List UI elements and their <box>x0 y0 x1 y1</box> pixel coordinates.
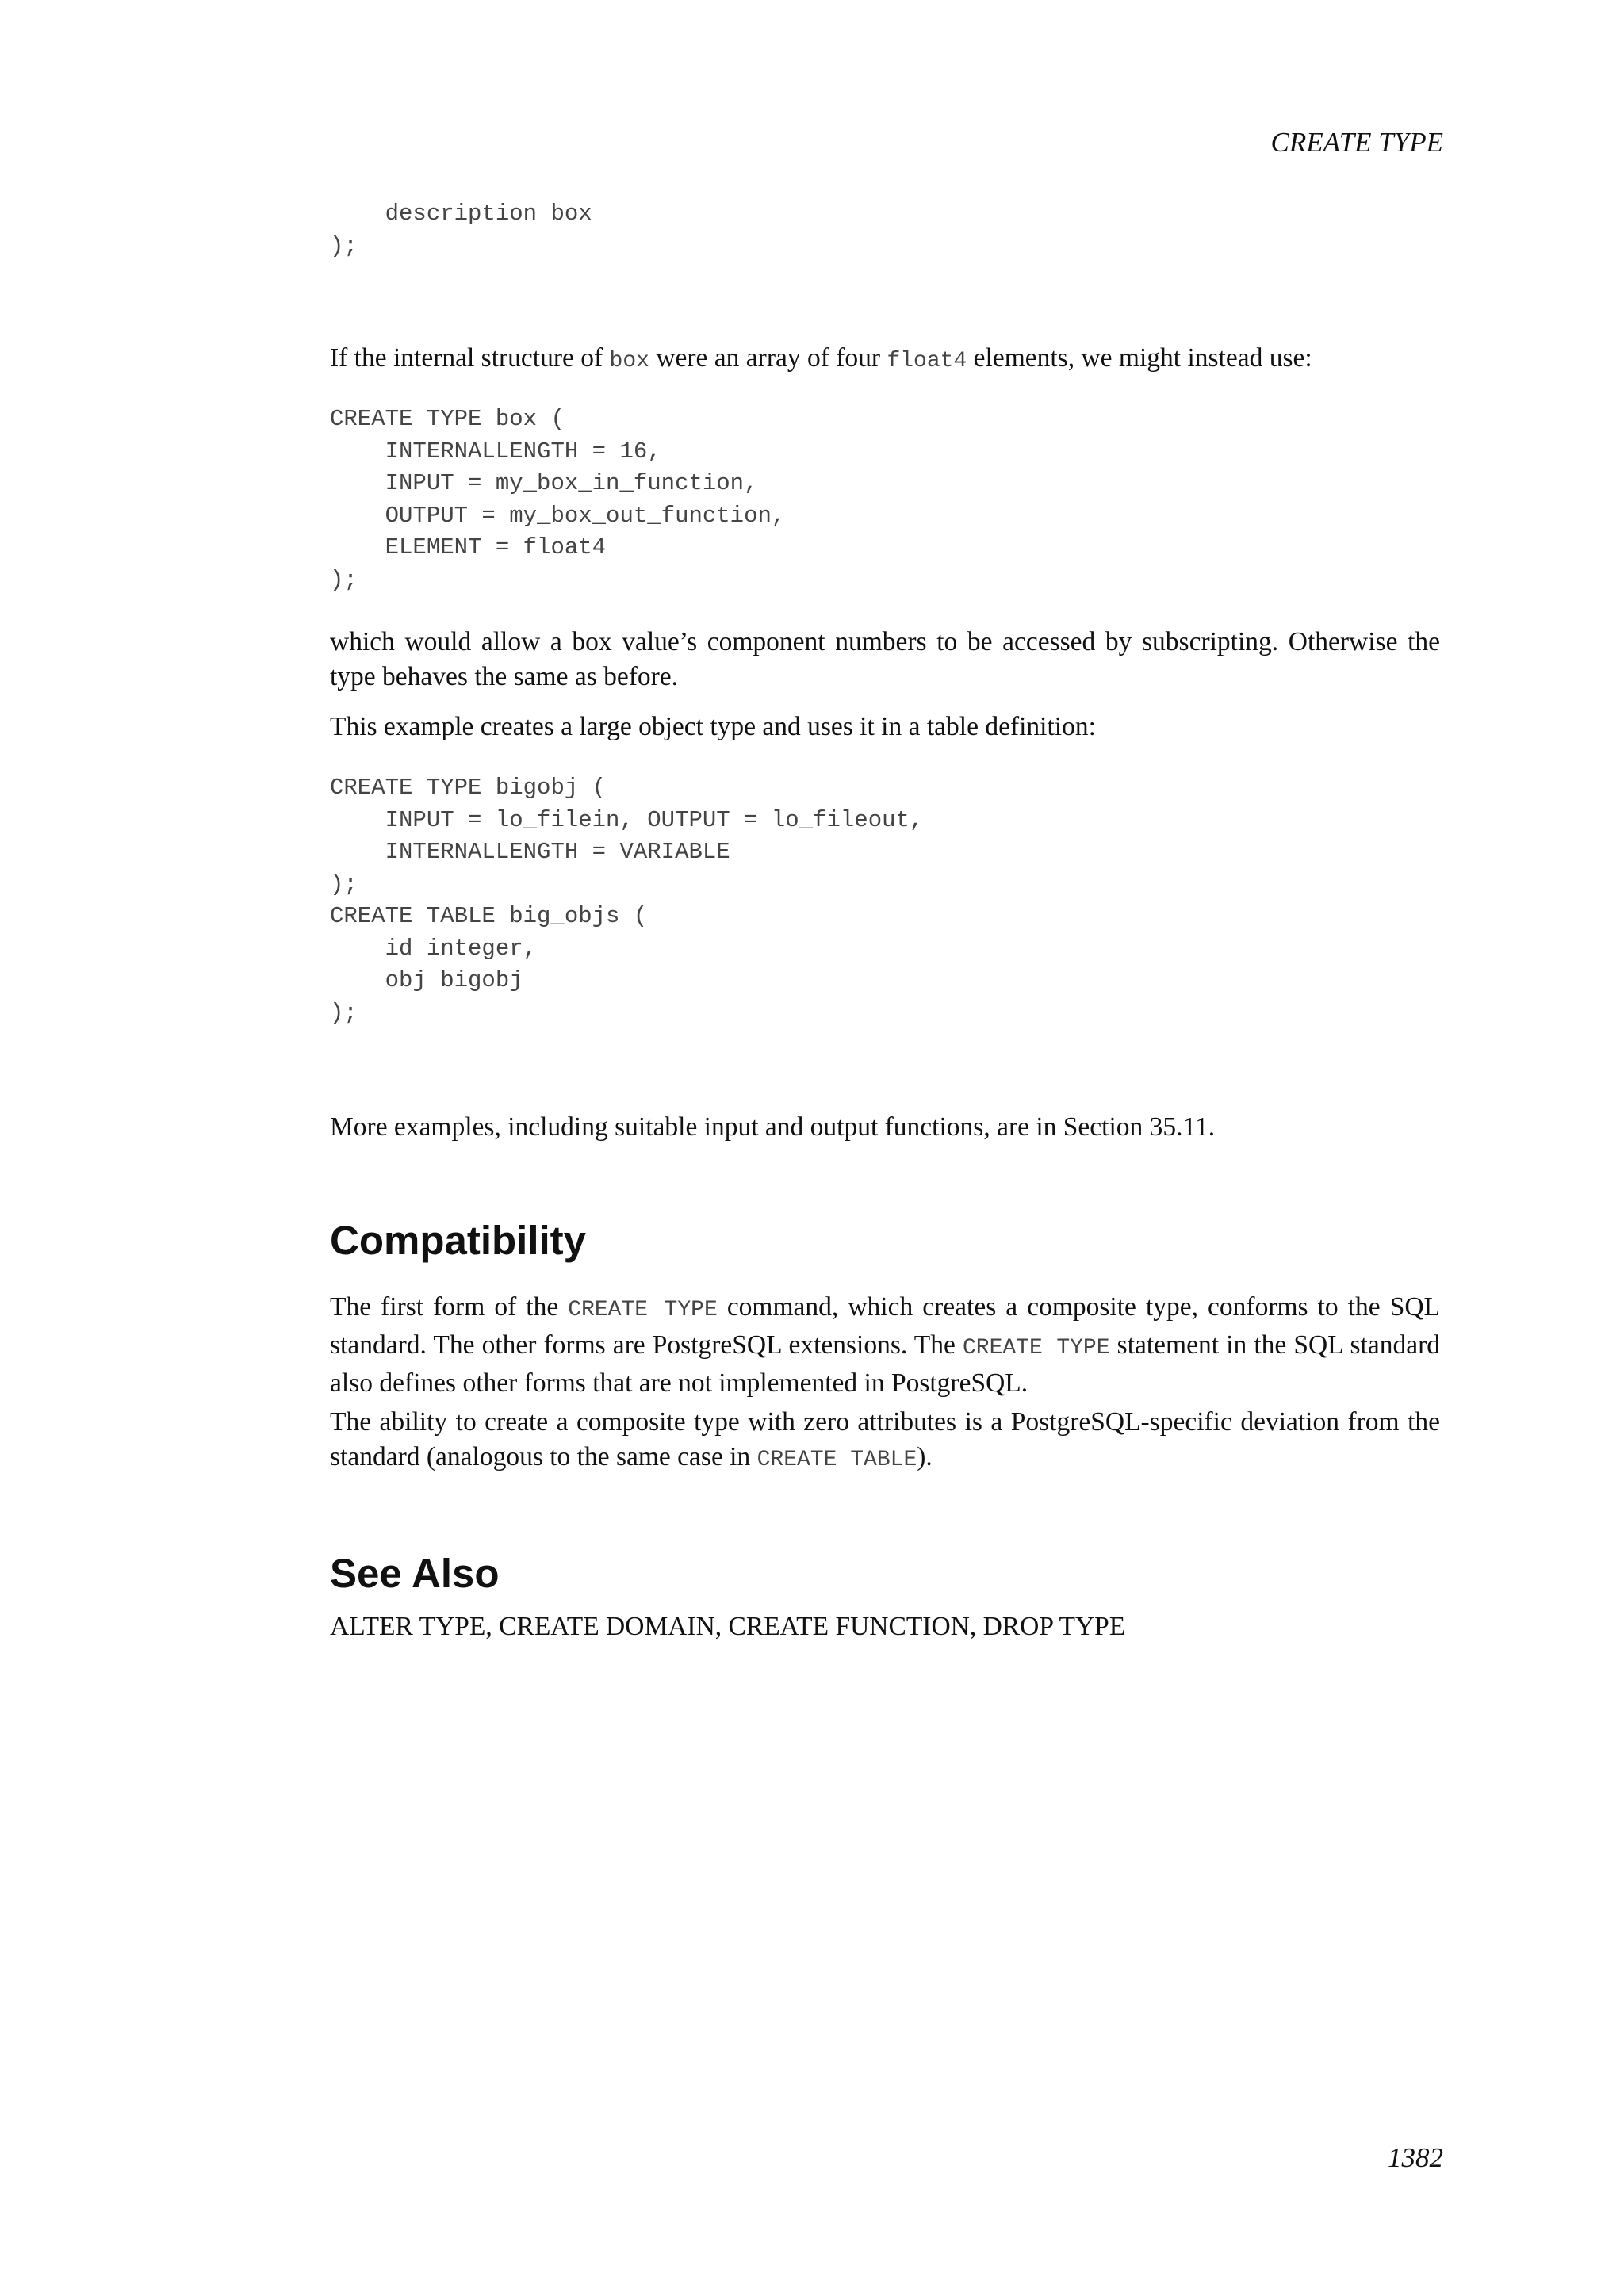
code-text: description box ); <box>330 201 592 259</box>
text-run: The ability to create a composite type with zero attributes is a PostgreSQL-specific deviation from the standard (analogous to the same case in <box>330 1407 1440 1471</box>
text-run: were an array of four <box>649 343 887 373</box>
compatibility-heading-block <box>330 1216 1440 1265</box>
inline-code-create-type: CREATE TYPE <box>568 1298 718 1322</box>
text-run: command, which creates a composite type, conforms to the SQL standard. The other forms are PostgreSQL extensions. The <box>330 1292 1440 1360</box>
code-block-box-array <box>330 404 1440 596</box>
inline-code-create-type: CREATE TYPE <box>962 1336 1110 1360</box>
list-separator: , <box>714 1612 729 1641</box>
code-text: CREATE TYPE box ( INTERNALLENGTH = 16, INPUT = my_box_in_function, OUTPUT = my_box_out_function, ELEMENT = float4 ); <box>330 406 786 593</box>
code-text: CREATE TYPE bigobj ( INPUT = lo_filein, OUTPUT = lo_fileout, INTERNALLENGTH = VARIABLE ); CREATE TABLE big_objs ( id integer, obj bigobj ); <box>330 775 924 1026</box>
inline-code-float4: float4 <box>887 349 967 373</box>
see-also-link-create-function[interactable]: CREATE FUNCTION <box>728 1612 970 1641</box>
paragraph-text <box>330 1110 1440 1145</box>
see-also-links <box>330 1609 1440 1644</box>
inline-code-box: box <box>609 349 649 373</box>
text-run: elements, we might instead use: <box>967 343 1312 373</box>
code-block-bigobj <box>330 772 1440 1029</box>
text-run: The first form of the <box>330 1292 569 1322</box>
paragraph-text <box>330 1290 1440 1401</box>
paragraph-large-object-intro <box>330 710 1440 744</box>
paragraph-text <box>330 1405 1440 1478</box>
page-number: 1382 <box>1388 2142 1443 2173</box>
list-separator: , <box>969 1612 983 1641</box>
section-heading-compatibility: Compatibility <box>330 1218 587 1263</box>
paragraph-text: which would allow a box value’s component numbers to be accessed by subscripting. Otherwise the type behaves the same as before. <box>330 627 1440 691</box>
see-also-link-alter-type[interactable]: ALTER TYPE <box>330 1612 486 1641</box>
see-also-list <box>330 1609 1440 1644</box>
list-separator: , <box>485 1612 500 1641</box>
paragraph-subscript-note <box>330 625 1440 695</box>
paragraph-text <box>330 341 1440 379</box>
code-block-box-end <box>330 198 1440 262</box>
see-also-heading-block <box>330 1549 1440 1598</box>
section-link[interactable]: More examples, including suitable input and output functions, are in Section 35.11. <box>330 1112 1216 1142</box>
see-also-link-create-domain[interactable]: CREATE DOMAIN <box>499 1612 715 1641</box>
compatibility-paragraph-2 <box>330 1405 1440 1478</box>
paragraph-more-examples <box>330 1110 1440 1145</box>
paragraph-array-intro <box>330 341 1440 379</box>
inline-code-create-table: CREATE TABLE <box>756 1448 917 1472</box>
running-header: CREATE TYPE <box>1270 127 1443 158</box>
compatibility-paragraph-1 <box>330 1290 1440 1401</box>
see-also-link-drop-type[interactable]: DROP TYPE <box>982 1612 1126 1641</box>
text-run: statement in the SQL standard also defines other forms that are not implemented in PostgreSQL. <box>330 1330 1441 1398</box>
text-run: ). <box>917 1442 933 1471</box>
text-run: If the internal structure of <box>330 343 610 373</box>
paragraph-text: This example creates a large object type and uses it in a table definition: <box>330 712 1096 741</box>
section-heading-see-also: See Also <box>330 1551 500 1596</box>
